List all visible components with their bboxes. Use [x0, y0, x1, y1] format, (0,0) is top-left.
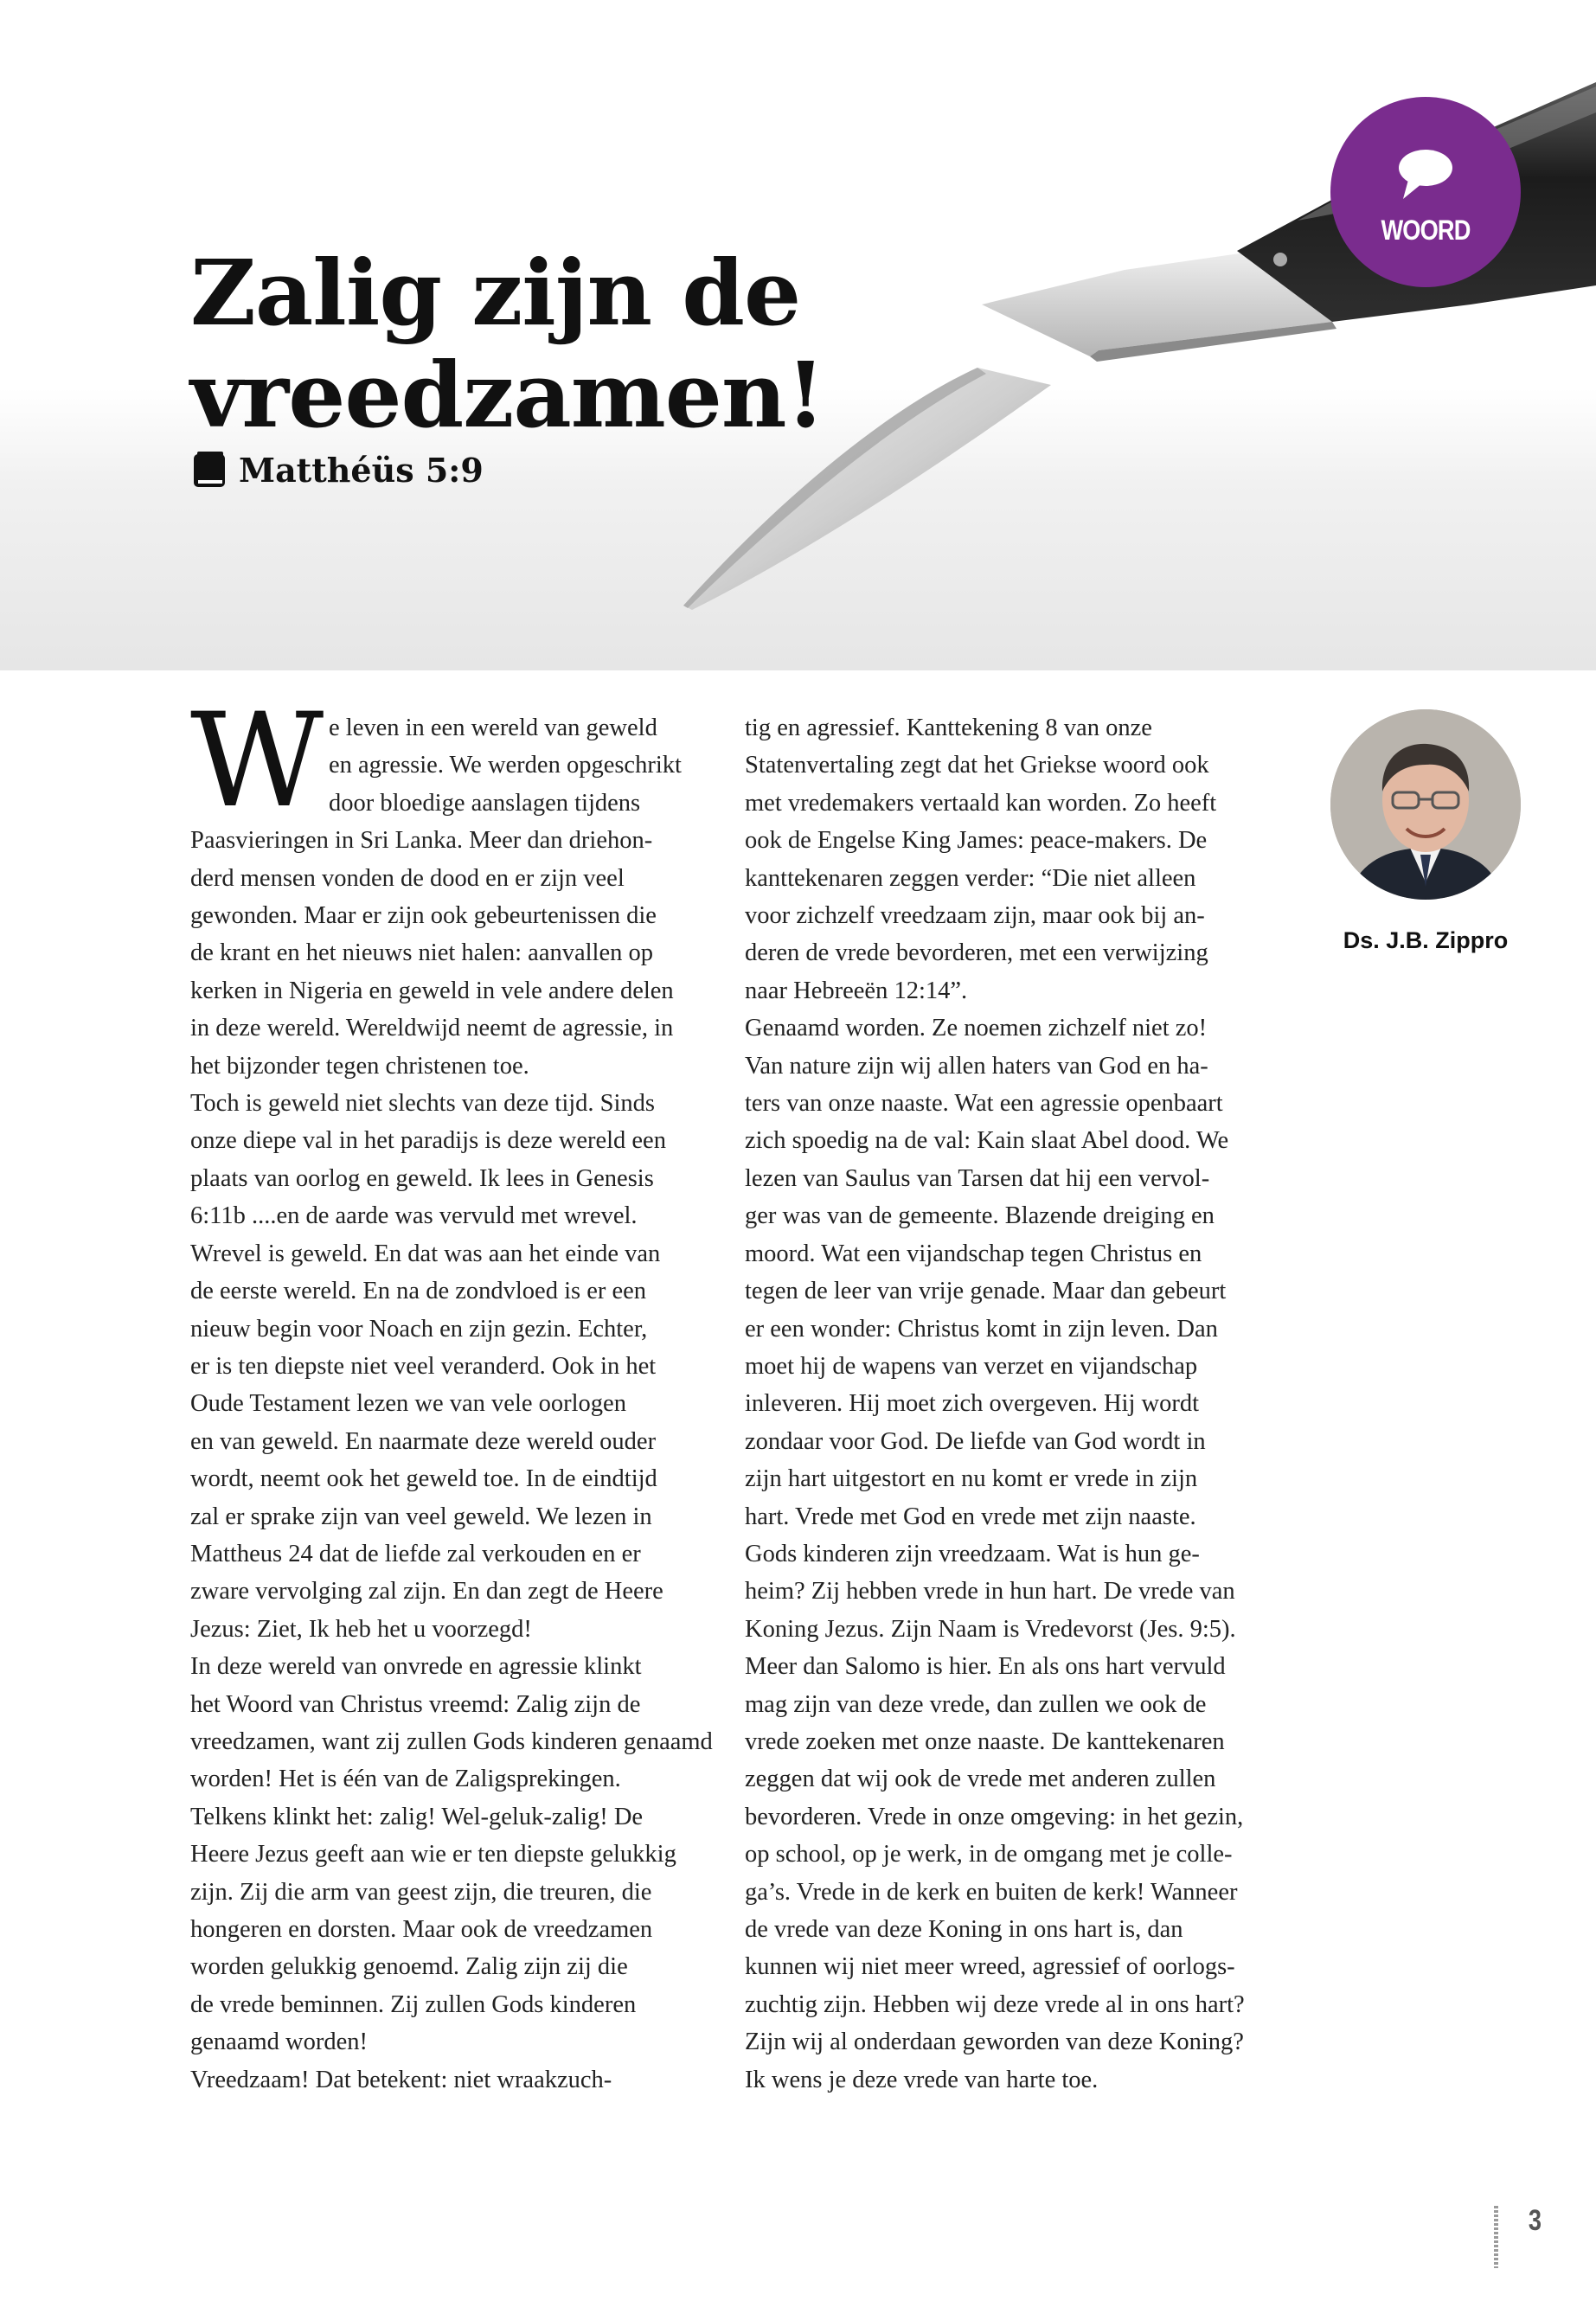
text-line: heim? Zij hebben vrede in hun hart. De vrede van	[745, 1578, 1235, 1606]
text-line: plaats van oorlog en geweld. Ik lees in Genesis	[190, 1164, 654, 1192]
text-line: moord. Wat een vijandschap tegen Christus en	[745, 1240, 1202, 1267]
text-line: de eerste wereld. En na de zondvloed is er een	[190, 1278, 647, 1305]
text-line: en agressie. We werden opgeschrikt	[329, 752, 682, 779]
text-line: de vrede beminnen. Zij zullen Gods kinderen	[190, 1990, 637, 2018]
text-line: zijn. Zij die arm van geest zijn, die treuren, die	[190, 1878, 652, 1906]
text-line: Ik wens je deze vrede van harte toe.	[745, 2066, 1099, 2093]
title-line-1: Zalig zijn de	[190, 240, 801, 346]
author-portrait	[1330, 709, 1521, 900]
page-number-rule	[1494, 2206, 1498, 2268]
text-line: Vreedzaam! Dat betekent: niet wraakzuch-	[190, 2066, 612, 2093]
text-line: ger was van de gemeente. Blazende dreiging en	[745, 1202, 1215, 1230]
scripture-reference	[192, 448, 484, 491]
text-line: Mattheus 24 dat de liefde zal verkouden en er	[190, 1540, 641, 1567]
text-line: ga’s. Vrede in de kerk en buiten de kerk! Wanneer	[745, 1878, 1238, 1906]
text-line: kerken in Nigeria en geweld in vele andere delen	[190, 977, 674, 1004]
text-line: In deze wereld van onvrede en agressie klinkt	[190, 1653, 642, 1681]
page-number: 3	[1528, 2204, 1542, 2237]
text-line: Wrevel is geweld. En dat was aan het einde van	[190, 1240, 661, 1267]
reference-text: Matthéüs 5:9	[239, 450, 484, 490]
text-line: door bloedige aanslagen tijdens	[329, 789, 641, 817]
article-column-2	[745, 709, 1272, 2099]
text-line: het Woord van Christus vreemd: Zalig zijn de	[190, 1690, 641, 1718]
text-line: tig en agressief. Kanttekening 8 van onze	[745, 715, 1152, 741]
drop-cap: W	[190, 686, 324, 836]
text-line: Meer dan Salomo is hier. En als ons hart vervuld	[745, 1653, 1226, 1681]
text-line: e leven in een wereld van geweld	[329, 715, 657, 741]
text-line: gewonden. Maar er zijn ook gebeurtenissen die	[190, 902, 657, 930]
text-line: mag zijn van deze vrede, dan zullen we ook de	[745, 1690, 1207, 1718]
article-column-1	[190, 709, 718, 2099]
text-line: deren de vrede bevorderen, met een verwijzing	[745, 939, 1208, 967]
text-line: naar Hebreeën 12:14”.	[745, 977, 968, 1004]
text-line: met vredemakers vertaald kan worden. Zo heeft	[745, 789, 1217, 817]
speech-bubble-icon	[1396, 147, 1455, 202]
text-line: worden! Het is één van de Zaligsprekingen.	[190, 1766, 621, 1793]
text-line: er een wonder: Christus komt in zijn leven. Dan	[745, 1315, 1218, 1343]
text-line: vreedzamen, want zij zullen Gods kinderen genaamd	[190, 1727, 713, 1755]
text-line: kanttekenaren zeggen verder: “Die niet alleen	[745, 864, 1196, 892]
book-icon	[192, 451, 227, 489]
text-line: hongeren en dorsten. Maar ook de vreedzamen	[190, 1916, 653, 1943]
text-line: nieuw begin voor Noach en zijn gezin. Echter,	[190, 1315, 648, 1343]
text-line: Oude Testament lezen we van vele oorlogen	[190, 1390, 626, 1418]
text-line: Toch is geweld niet slechts van deze tijd. Sinds	[190, 1090, 656, 1118]
text-line: onze diepe val in het paradijs is deze wereld een	[190, 1127, 666, 1155]
category-badge	[1330, 97, 1521, 287]
text-line: bevorderen. Vrede in onze omgeving: in het gezin,	[745, 1803, 1244, 1830]
text-line: kunnen wij niet meer wreed, agressief of oorlogs-	[745, 1953, 1235, 1981]
text-line: zondaar voor God. De liefde van God wordt in	[745, 1427, 1206, 1455]
text-line: Heere Jezus geeft aan wie er ten diepste gelukkig	[190, 1841, 676, 1868]
text-line: en van geweld. En naarmate deze wereld ouder	[190, 1427, 657, 1455]
text-line: zal er sprake zijn van veel geweld. We lezen in	[190, 1503, 652, 1530]
badge-label: WOORD	[1381, 215, 1471, 246]
text-line: genaamd worden!	[190, 2029, 368, 2056]
text-line: hart. Vrede met God en vrede met zijn naaste.	[745, 1503, 1196, 1530]
text-line: in deze wereld. Wereldwijd neemt de agressie, in	[190, 1015, 674, 1042]
text-line: Genaamd worden. Ze noemen zichzelf niet zo!	[745, 1015, 1208, 1042]
text-line: zuchtig zijn. Hebben wij deze vrede al in ons hart?	[745, 1990, 1245, 2018]
text-line: moet hij de wapens van verzet en vijandschap	[745, 1352, 1198, 1380]
text-line: tegen de leer van vrije genade. Maar dan gebeurt	[745, 1278, 1227, 1305]
text-line: de vrede van deze Koning in ons hart is, dan	[745, 1916, 1183, 1943]
text-line: Paasvieringen in Sri Lanka. Meer dan driehon-	[190, 827, 653, 855]
text-line: Zijn wij al onderdaan geworden van deze Koning?	[745, 2029, 1244, 2056]
text-line: Van nature zijn wij allen haters van God en ha-	[745, 1052, 1208, 1080]
text-line: worden gelukkig genoemd. Zalig zijn zij die	[190, 1953, 628, 1981]
text-line: Statenvertaling zegt dat het Griekse woord ook	[745, 752, 1209, 779]
text-line: Jezus: Ziet, Ik heb het u voorzegd!	[190, 1615, 532, 1643]
text-line: zijn hart uitgestort en nu komt er vrede in zijn	[745, 1465, 1198, 1493]
text-line: het bijzonder tegen christenen toe.	[190, 1052, 529, 1080]
page-title	[190, 242, 824, 446]
text-line: inleveren. Hij moet zich overgeven. Hij wordt	[745, 1390, 1199, 1418]
text-line: voor zichzelf vreedzaam zijn, maar ook bij an-	[745, 902, 1205, 930]
author-photo	[1330, 709, 1521, 900]
text-line: op school, op je werk, in de omgang met je colle-	[745, 1841, 1233, 1868]
text-line: 6:11b ....en de aarde was vervuld met wrevel.	[190, 1202, 638, 1230]
author-name: Ds. J.B. Zippro	[1343, 927, 1509, 953]
text-line: zich spoedig na de val: Kain slaat Abel dood. We	[745, 1127, 1229, 1155]
text-line: Telkens klinkt het: zalig! Wel-geluk-zalig! De	[190, 1803, 644, 1830]
title-line-2: vreedzamen!	[190, 342, 825, 448]
text-line: vrede zoeken met onze naaste. De kanttekenaren	[745, 1727, 1225, 1755]
text-line: de krant en het nieuws niet halen: aanvallen op	[190, 939, 653, 967]
text-line: derd mensen vonden de dood en er zijn veel	[190, 864, 625, 892]
text-line: wordt, neemt ook het geweld toe. In de eindtijd	[190, 1465, 657, 1493]
text-line: Gods kinderen zijn vreedzaam. Wat is hun ge-	[745, 1540, 1200, 1567]
text-line: zeggen dat wij ook de vrede met anderen zullen	[745, 1766, 1216, 1793]
text-line: lezen van Saulus van Tarsen dat hij een vervol-	[745, 1164, 1210, 1192]
text-line: Koning Jezus. Zijn Naam is Vredevorst (Jes. 9:5).	[745, 1615, 1236, 1643]
text-line: ters van onze naaste. Wat een agressie openbaart	[745, 1090, 1223, 1118]
text-line: ook de Engelse King James: peace-makers. De	[745, 827, 1208, 855]
text-line: er is ten diepste niet veel veranderd. Ook in het	[190, 1352, 657, 1380]
text-line: zware vervolging zal zijn. En dan zegt de Heere	[190, 1578, 663, 1606]
